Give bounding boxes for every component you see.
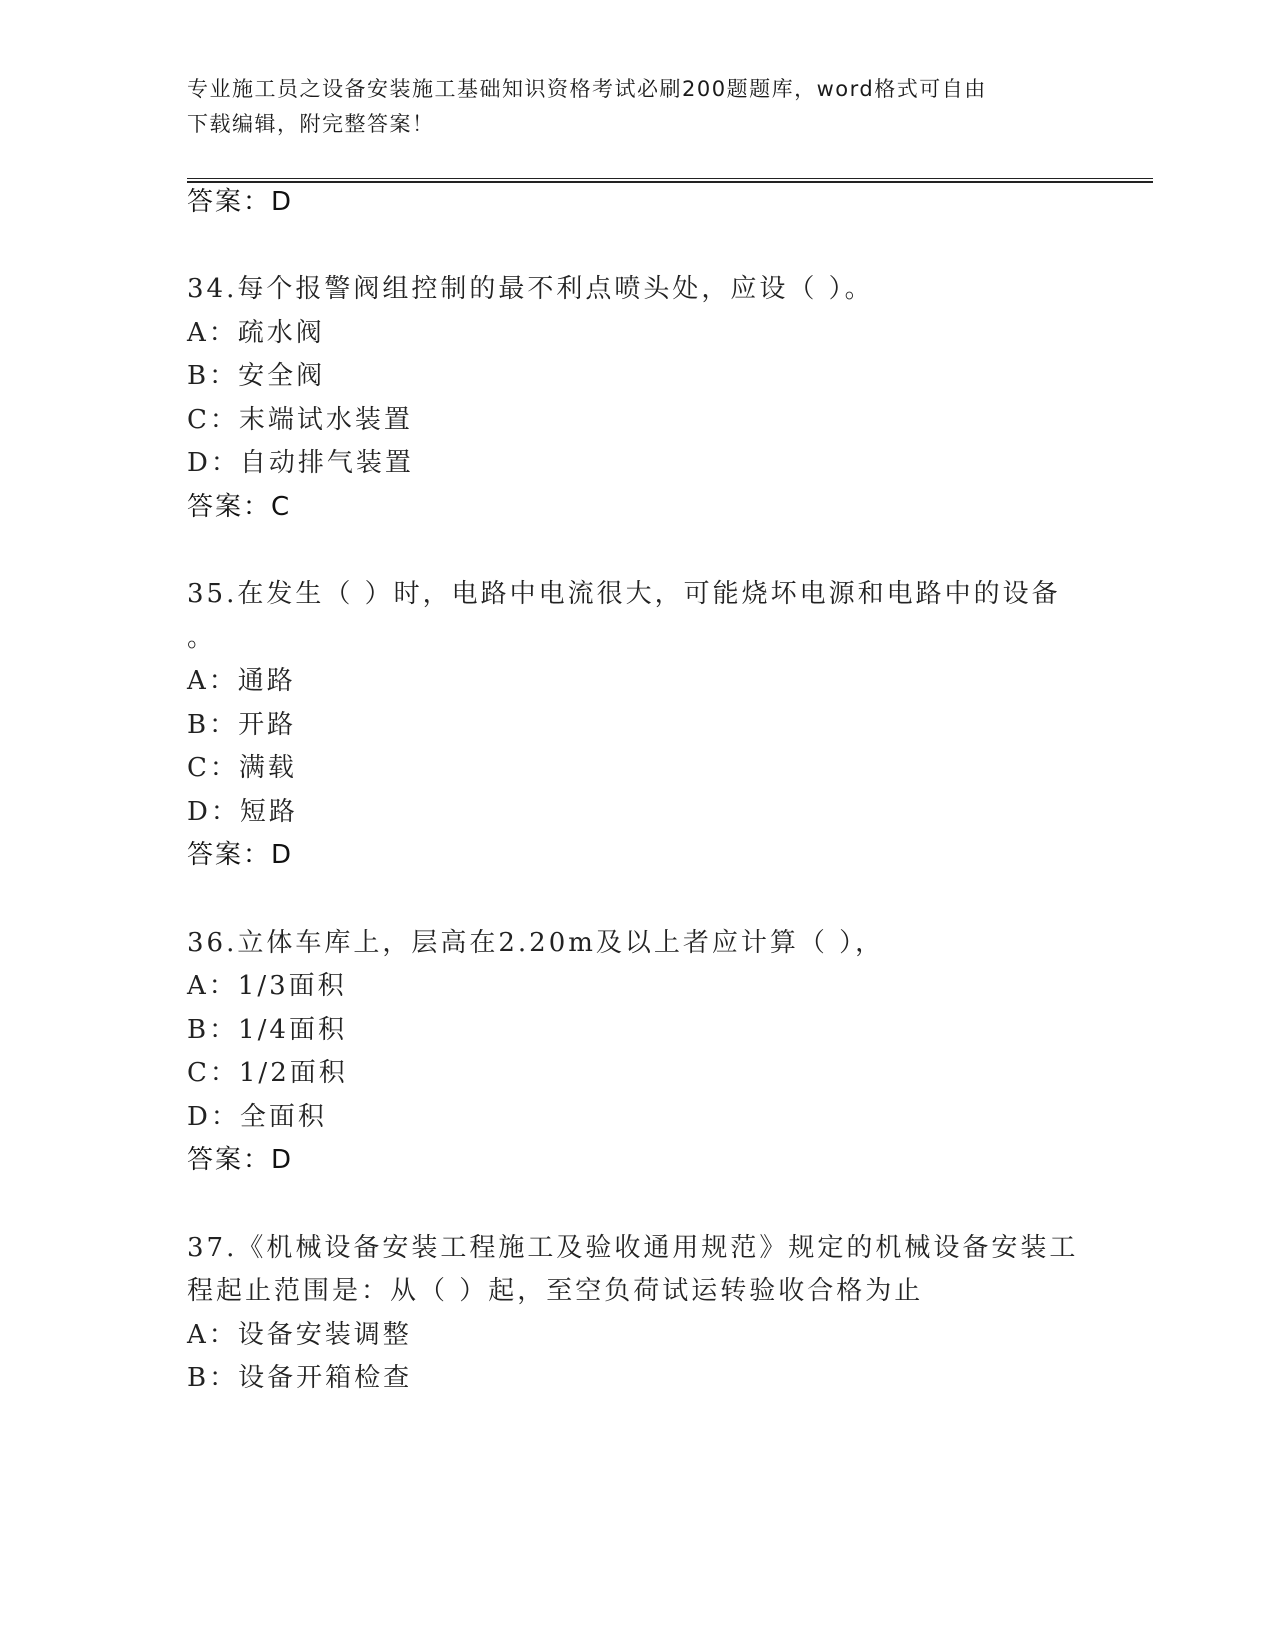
question-36-option-d: D：全面积 <box>187 1102 327 1132</box>
question-34-answer: 答案：C <box>187 492 292 522</box>
question-36-option-a: A：1/3面积 <box>187 971 347 1001</box>
question-36-answer: 答案：D <box>187 1145 294 1175</box>
question-35-option-c: C：满载 <box>187 753 297 783</box>
header-divider-thick <box>187 181 1153 183</box>
question-34-option-a: A：疏水阀 <box>187 318 325 348</box>
question-34-stem: 34.每个报警阀组控制的最不利点喷头处，应设（ ）。 <box>187 274 874 304</box>
question-36-option-b: B：1/4面积 <box>187 1015 347 1045</box>
question-35-option-a: A：通路 <box>187 666 296 696</box>
question-37-option-a: A：设备安装调整 <box>187 1320 412 1350</box>
question-35-answer: 答案：D <box>187 840 294 870</box>
question-37-stem-continued: 程起止范围是：从（ ）起，至空负荷试运转验收合格为止 <box>187 1276 924 1306</box>
question-37-stem: 37.《机械设备安装工程施工及验收通用规范》规定的机械设备安装工 <box>187 1233 1079 1263</box>
question-35-stem: 35.在发生（ ）时，电路中电流很大，可能烧坏电源和电路中的设备 <box>187 579 1061 609</box>
question-35-stem-continued: 。 <box>187 623 217 653</box>
question-36-stem: 36.立体车库上，层高在2.20m及以上者应计算（ ）， <box>187 928 885 958</box>
question-35-option-d: D：短路 <box>187 797 298 827</box>
question-37-option-b: B：设备开箱检查 <box>187 1363 413 1393</box>
question-34-option-b: B：安全阀 <box>187 361 326 391</box>
header-line-1: 专业施工员之设备安装施工基础知识资格考试必刷200题题库，word格式可自由 <box>187 77 987 101</box>
previous-answer: 答案：D <box>187 187 294 217</box>
question-34-option-d: D：自动排气装置 <box>187 448 414 478</box>
question-36-option-c: C：1/2面积 <box>187 1058 348 1088</box>
document-header <box>187 72 1067 142</box>
header-line-2: 下载编辑，附完整答案！ <box>187 112 435 136</box>
question-34-option-c: C：末端试水装置 <box>187 405 413 435</box>
header-divider-thin <box>187 178 1153 179</box>
question-35-option-b: B：开路 <box>187 710 297 740</box>
